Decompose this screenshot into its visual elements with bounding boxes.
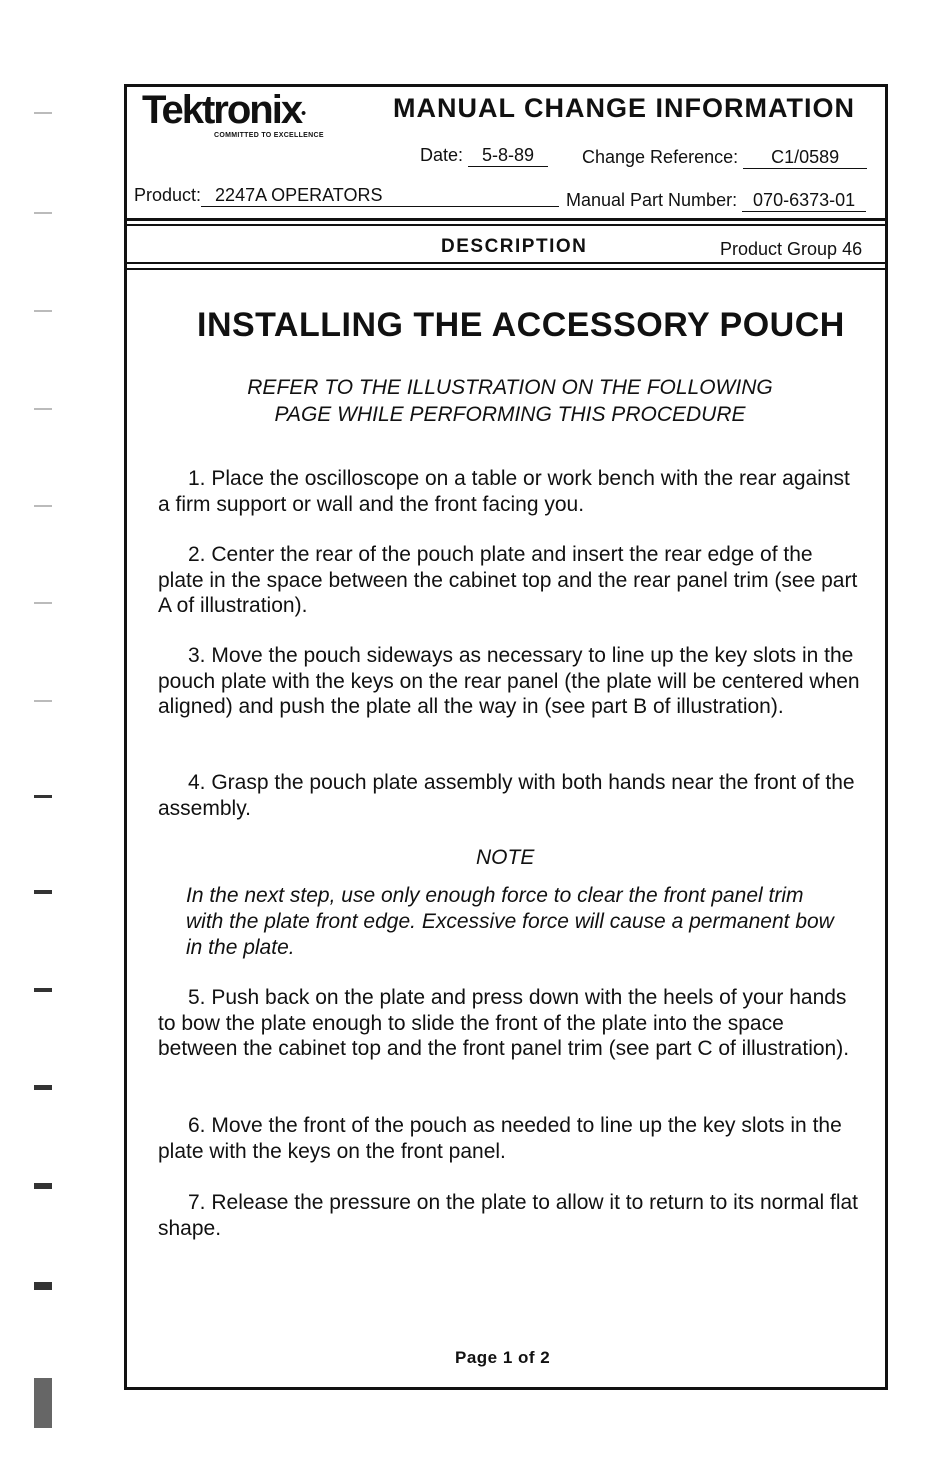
header-rule-top bbox=[127, 218, 885, 221]
header-title: MANUAL CHANGE INFORMATION bbox=[393, 93, 855, 123]
step-1: 1. Place the oscilloscope on a table or work bench with the rear against a firm support or wall and the front facing you. bbox=[158, 467, 850, 516]
logo-wordmark: Tektronix bbox=[142, 88, 302, 132]
step-3: 3. Move the pouch sideways as necessary to line up the key slots in the pouch plate with the keys on the rear panel (the plate will be centered when aligned) and push the plate all the way in (see part B of illustration). bbox=[158, 644, 860, 718]
note-text: In the next step, use only enough force to clear the front panel trim with the plate front edge. Excessive force will cause a permanent bow in the plate. bbox=[186, 884, 834, 959]
change-reference-label: Change Reference: bbox=[582, 147, 739, 167]
manual-part-field bbox=[566, 190, 866, 212]
product-group: Product Group 46 bbox=[720, 239, 863, 259]
header-rule-bottom-2 bbox=[127, 268, 885, 270]
date-value: 5-8-89 bbox=[468, 145, 548, 167]
refer-line-2: PAGE WHILE PERFORMING THIS PROCEDURE bbox=[274, 403, 746, 426]
note-heading: NOTE bbox=[476, 846, 535, 869]
logo-dot-icon: • bbox=[301, 104, 304, 121]
step-2: 2. Center the rear of the pouch plate and insert the rear edge of the plate in the space between the cabinet top and the rear panel trim (see part A of illustration). bbox=[158, 543, 858, 617]
manual-part-label: Manual Part Number: bbox=[566, 190, 738, 210]
page-number: Page 1 of 2 bbox=[455, 1348, 551, 1367]
step-6: 6. Move the front of the pouch as needed to line up the key slots in the plate with the keys on the front panel. bbox=[158, 1114, 842, 1163]
product-value: 2247A OPERATORS bbox=[201, 185, 559, 207]
change-reference-field bbox=[582, 147, 867, 169]
description-label: DESCRIPTION bbox=[441, 236, 588, 257]
manual-part-value: 070-6373-01 bbox=[742, 190, 866, 212]
header-rule-bottom bbox=[127, 262, 885, 264]
step-5: 5. Push back on the plate and press down with the heels of your hands to bow the plate enough to slide the front of the plate into the space between the cabinet top and the front panel trim (see part C of illustration). bbox=[158, 986, 850, 1060]
product-field bbox=[134, 185, 559, 207]
date-field bbox=[420, 145, 548, 167]
step-4: 4. Grasp the pouch plate assembly with both hands near the front of the assembly. bbox=[158, 771, 855, 820]
refer-note bbox=[160, 374, 860, 428]
tektronix-logo bbox=[142, 90, 324, 139]
logo-tagline: COMMITTED TO EXCELLENCE bbox=[214, 132, 324, 140]
step-7: 7. Release the pressure on the plate to allow it to return to its normal flat shape. bbox=[158, 1191, 859, 1240]
header-rule-top-2 bbox=[127, 224, 885, 226]
page-title: INSTALLING THE ACCESSORY POUCH bbox=[197, 306, 845, 344]
refer-line-1: REFER TO THE ILLUSTRATION ON THE FOLLOWING bbox=[247, 376, 773, 399]
date-label: Date: bbox=[420, 145, 464, 165]
product-label: Product: bbox=[134, 185, 202, 205]
change-reference-value: C1/0589 bbox=[743, 147, 867, 169]
scan-edge-artifacts bbox=[0, 0, 60, 1463]
